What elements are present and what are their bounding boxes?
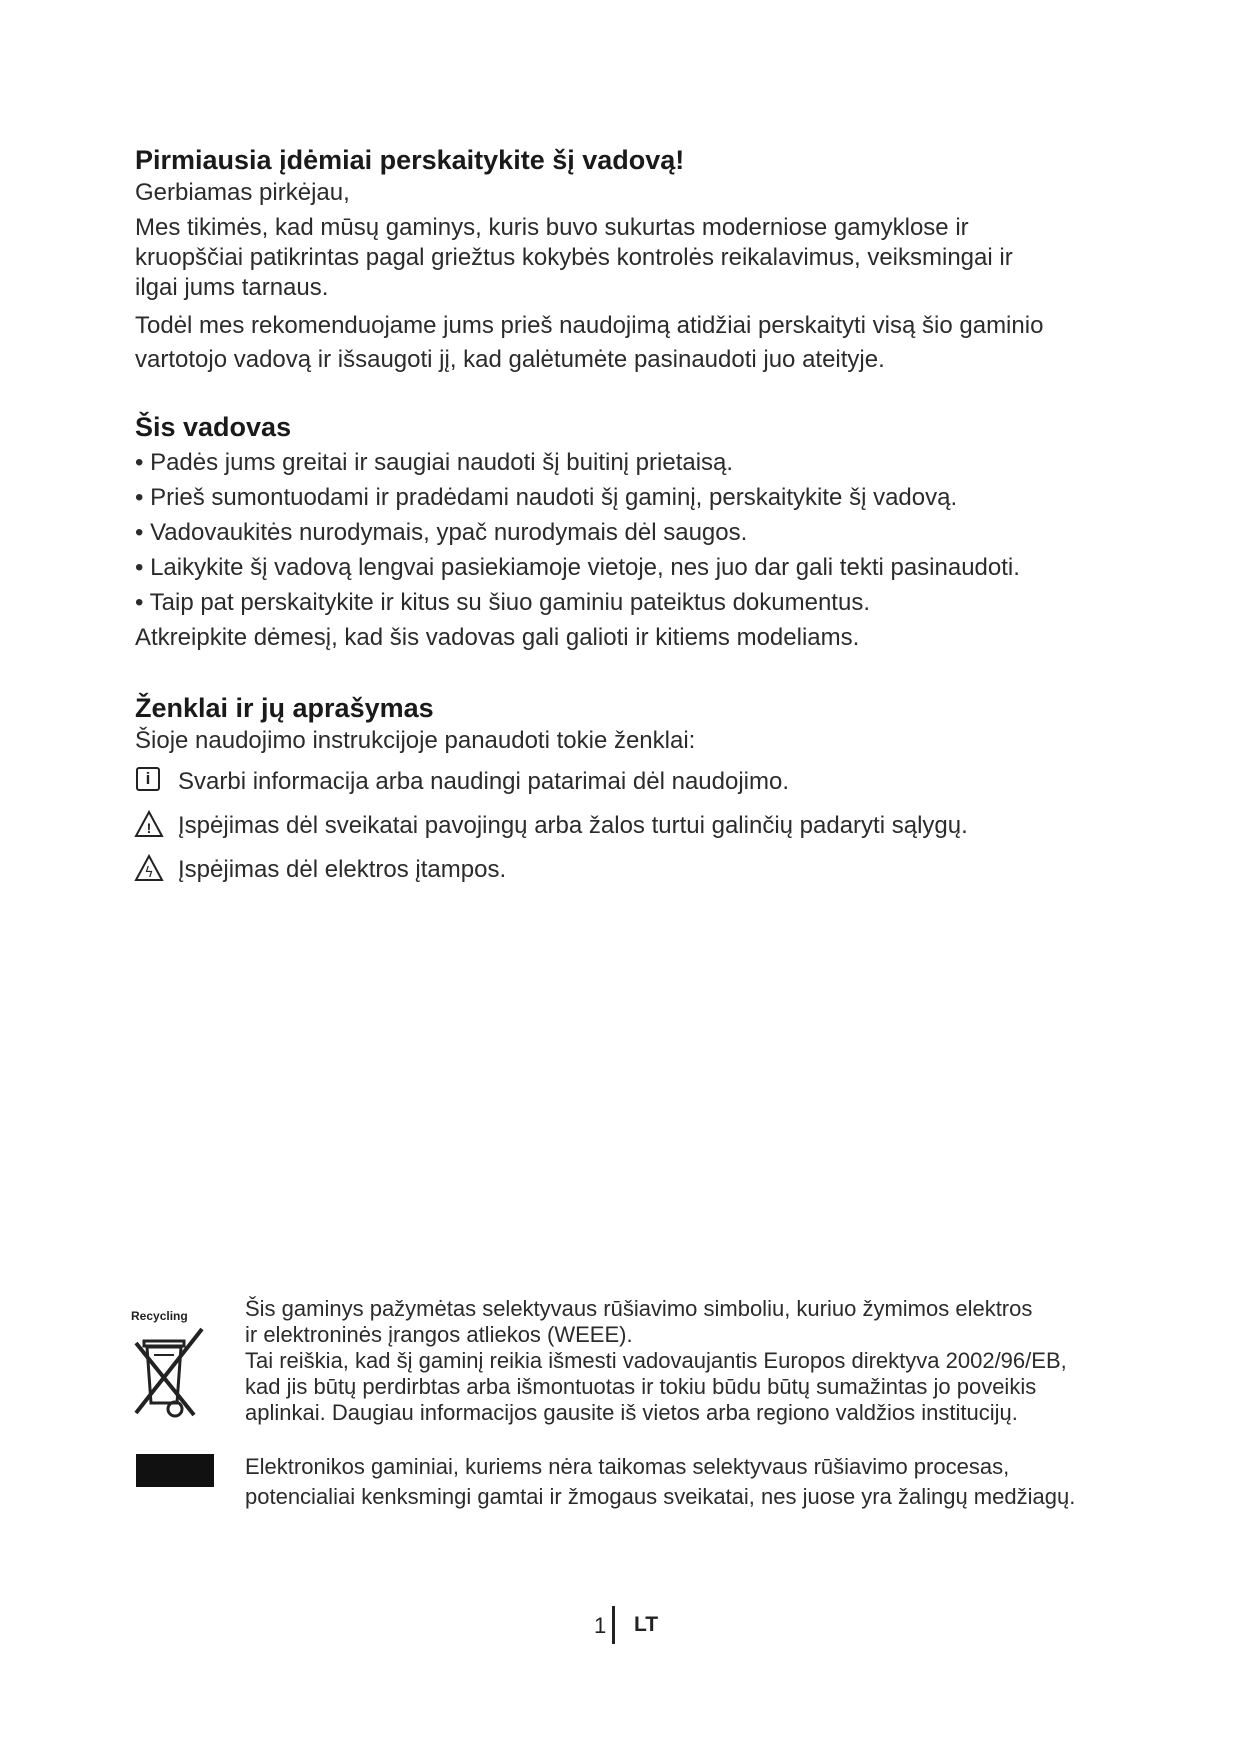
list-item: • Taip pat perskaitykite ir kitus su šiuo gaminiu pateiktus dokumentus. [135, 585, 1020, 620]
manual-note: Atkreipkite dėmesį, kad šis vadovas gali galioti ir kitiems modeliams. [135, 624, 860, 651]
black-bar [136, 1454, 214, 1487]
text-line: potencialiai kenksmingi gamtai ir žmogaus sveikatai, nes juose yra žalingų medžiagų. [245, 1484, 1076, 1509]
intro-heading: Pirmiausia įdėmiai perskaitykite šį vadovą! [135, 145, 685, 175]
manual-heading: Šis vadovas [135, 412, 292, 442]
intro-paragraph-2 [135, 309, 1043, 377]
list-item: • Laikykite šį vadovą lengvai pasiekiamoje vietoje, nes juo dar gali tekti pasinaudoti. [135, 550, 1020, 585]
text-line: aplinkai. Daugiau informacijos gausite iš vietos arba regiono valdžios institucijų. [245, 1400, 1018, 1425]
page-number: 1 [594, 1613, 607, 1638]
crossed-out-bin-icon [130, 1325, 210, 1425]
text-line: kruopščiai patikrintas pagal griežtus kokybės kontrolės reikalavimus, veiksmingai ir [135, 244, 1013, 271]
warning-triangle-icon [134, 810, 164, 838]
text-line: vartotojo vadovą ir išsaugoti jį, kad galėtumėte pasinaudoti juo ateityje. [135, 346, 885, 373]
electric-warning-icon [134, 854, 164, 882]
footer-divider [612, 1606, 615, 1644]
symbol-description: Svarbi informacija arba naudingi patarimai dėl naudojimo. [178, 768, 790, 795]
text-line: Šis gaminys pažymėtas selektyvaus rūšiavimo simboliu, kuriuo žymimos elektros [245, 1296, 1033, 1321]
intro-paragraph-1 [135, 213, 1013, 303]
manual-bullet-list [135, 445, 1020, 655]
warning-glyph: ! [146, 820, 152, 836]
electric-glyph: ϟ [144, 865, 154, 881]
recycling-text [245, 1296, 1067, 1426]
text-line: Mes tikimės, kad mūsų gaminys, kuris buvo sukurtas moderniose gamyklose ir [135, 214, 969, 241]
symbols-intro: Šioje naudojimo instrukcijoje panaudoti tokie ženklai: [135, 727, 696, 754]
info-icon: i [136, 767, 160, 791]
text-line: Todėl mes rekomenduojame jums prieš naudojimą atidžiai perskaityti visą šio gaminio [135, 312, 1044, 339]
electronics-text [245, 1452, 1075, 1512]
greeting: Gerbiamas pirkėjau, [135, 179, 350, 206]
text-line: ilgai jums tarnaus. [135, 274, 329, 301]
list-item: • Vadovaukitės nurodymais, ypač nurodymais dėl saugos. [135, 515, 1020, 550]
symbols-heading: Ženklai ir jų aprašymas [135, 693, 434, 723]
symbol-description: Įspėjimas dėl elektros įtampos. [178, 856, 507, 883]
recycling-label: Recycling [131, 1309, 188, 1323]
language-code: LT [634, 1613, 659, 1636]
text-line: ir elektroninės įrangos atliekos (WEEE). [245, 1322, 633, 1347]
text-line: Tai reiškia, kad šį gaminį reikia išmesti vadovaujantis Europos direktyva 2002/96/EB, [245, 1348, 1067, 1373]
list-item: • Padės jums greitai ir saugiai naudoti šį buitinį prietaisą. [135, 445, 1020, 480]
list-item: • Prieš sumontuodami ir pradėdami naudoti šį gaminį, perskaitykite šį vadovą. [135, 480, 1020, 515]
text-line: kad jis būtų perdirbtas arba išmontuotas ir tokiu būdu būtų sumažintas jo poveikis [245, 1374, 1037, 1399]
symbol-description: Įspėjimas dėl sveikatai pavojingų arba žalos turtui galinčių padaryti sąlygų. [178, 812, 968, 839]
text-line: Elektronikos gaminiai, kuriems nėra taikomas selektyvaus rūšiavimo procesas, [245, 1454, 1010, 1479]
